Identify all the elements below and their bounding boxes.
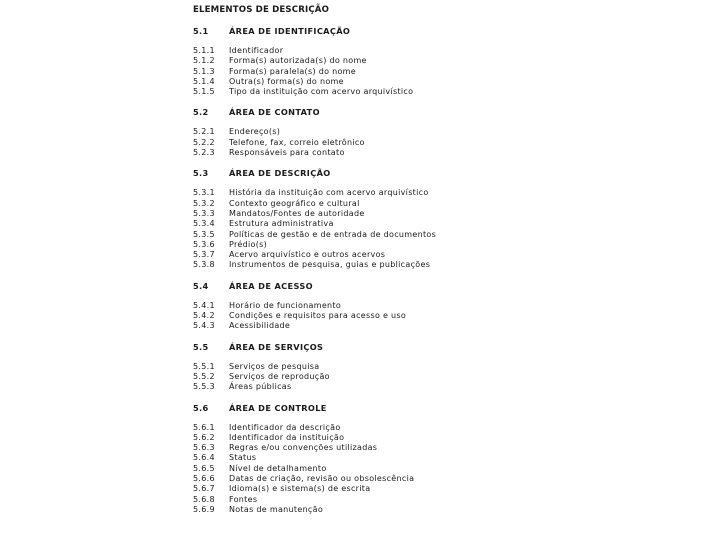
list-item <box>193 138 493 148</box>
item-label: Identificador <box>229 46 284 55</box>
item-number: 5.3.2 <box>193 198 215 208</box>
item-number: 5.6.6 <box>193 474 215 484</box>
item-number: 5.6.4 <box>193 453 215 463</box>
list-item <box>193 56 493 66</box>
item-label: Serviços de pesquisa <box>229 361 320 371</box>
item-number: 5.2.3 <box>193 148 215 158</box>
list-item <box>193 188 493 198</box>
section-number: 5.1 <box>193 26 209 36</box>
item-number: 5.3.5 <box>193 229 215 239</box>
list-item <box>193 443 493 453</box>
section-number: 5.6 <box>193 402 209 413</box>
item-label: Outra(s) forma(s) do nome <box>229 76 344 86</box>
list-item <box>193 230 493 240</box>
item-label: Serviços de reprodução <box>229 371 330 381</box>
item-label: Regras e/ou convenções utilizadas <box>229 443 378 453</box>
item-number: 5.6.9 <box>193 504 215 514</box>
list-item <box>193 362 493 372</box>
list-item <box>193 495 493 505</box>
list-item <box>193 321 493 331</box>
section-number: 5.5 <box>193 341 209 352</box>
list-item <box>193 484 493 494</box>
section-heading <box>193 403 493 413</box>
list-item <box>193 372 493 382</box>
item-label: Contexto geográfico e cultural <box>229 198 360 208</box>
item-label: Responsáveis para contato <box>229 148 345 158</box>
section <box>193 26 493 97</box>
list-item <box>193 46 493 56</box>
item-number: 5.2.2 <box>193 137 215 147</box>
item-label: Tipo da instituição com acervo arquivístico <box>229 87 414 97</box>
list-item <box>193 464 493 474</box>
item-number: 5.1.2 <box>193 56 215 66</box>
item-label: Telefone, fax, correio eletrônico <box>229 137 365 147</box>
item-number: 5.3.8 <box>193 260 215 270</box>
section-heading <box>193 281 493 291</box>
item-number: 5.4.1 <box>193 300 215 310</box>
item-label: Acessibilidade <box>229 321 291 331</box>
item-number: 5.4.3 <box>193 321 215 331</box>
item-label: Instrumentos de pesquisa, guias e publicações <box>229 260 431 270</box>
item-number: 5.6.8 <box>193 494 215 504</box>
item-label: Forma(s) autorizada(s) do nome <box>229 56 367 66</box>
section-title: ÁREA DE SERVIÇOS <box>229 341 324 352</box>
item-label: Notas de manutenção <box>229 504 324 514</box>
list-item <box>193 199 493 209</box>
item-number: 5.5.3 <box>193 382 215 392</box>
list-item <box>193 301 493 311</box>
item-label: Nível de detalhamento <box>229 463 327 473</box>
item-label: Identificador da instituição <box>229 432 345 442</box>
list-item <box>193 433 493 443</box>
section-heading <box>193 107 493 117</box>
item-number: 5.4.2 <box>193 311 215 321</box>
list-item <box>193 260 493 270</box>
item-number: 5.3.3 <box>193 208 215 218</box>
item-number: 5.1.5 <box>193 87 215 97</box>
section-heading <box>193 168 493 178</box>
section <box>193 281 493 332</box>
item-number: 5.6.3 <box>193 443 215 453</box>
item-number: 5.1.1 <box>193 46 215 55</box>
item-number: 5.3.4 <box>193 219 215 229</box>
item-number: 5.6.7 <box>193 484 215 494</box>
list-item <box>193 87 493 97</box>
item-label: Acervo arquivístico e outros acervos <box>229 250 386 260</box>
item-label: Fontes <box>229 494 258 504</box>
section <box>193 168 493 270</box>
list-item <box>193 209 493 219</box>
section-title: ÁREA DE ACESSO <box>229 280 313 291</box>
item-number: 5.2.1 <box>193 127 215 137</box>
list-item <box>193 505 493 515</box>
section-title: ÁREA DE CONTATO <box>229 107 320 118</box>
list-item <box>193 127 493 137</box>
list-item <box>193 311 493 321</box>
list-item <box>193 453 493 463</box>
item-label: Status <box>229 453 257 463</box>
item-number: 5.6.2 <box>193 432 215 442</box>
item-number: 5.5.2 <box>193 371 215 381</box>
list-item <box>193 382 493 392</box>
item-number: 5.3.7 <box>193 250 215 260</box>
list-item <box>193 67 493 77</box>
section-title: ÁREA DE DESCRIÇÃO <box>229 168 331 179</box>
item-number: 5.1.3 <box>193 66 215 76</box>
item-label: Forma(s) paralela(s) do nome <box>229 66 356 76</box>
document-title: ELEMENTOS DE DESCRIÇÃO <box>193 5 330 15</box>
item-label: Condições e requisitos para acesso e uso <box>229 311 407 321</box>
section-title: ÁREA DE IDENTIFICAÇÃO <box>229 26 351 36</box>
section-heading <box>193 26 493 36</box>
section-title: ÁREA DE CONTROLE <box>229 402 327 413</box>
section-number: 5.3 <box>193 168 209 179</box>
list-item <box>193 423 493 433</box>
item-label: Políticas de gestão e de entrada de documentos <box>229 229 437 239</box>
list-item <box>193 250 493 260</box>
section-number: 5.2 <box>193 107 209 118</box>
item-number: 5.3.1 <box>193 188 215 198</box>
item-label: Prédio(s) <box>229 239 268 249</box>
item-number: 5.5.1 <box>193 361 215 371</box>
list-item <box>193 474 493 484</box>
item-label: Mandatos/Fontes de autoridade <box>229 208 365 218</box>
item-label: Identificador da descrição <box>229 422 341 432</box>
item-label: Endereço(s) <box>229 127 281 137</box>
section <box>193 403 493 516</box>
list-item <box>193 148 493 158</box>
section-list <box>193 26 493 515</box>
item-label: Estrutura administrativa <box>229 219 334 229</box>
item-number: 5.6.5 <box>193 463 215 473</box>
section-number: 5.4 <box>193 280 209 291</box>
item-label: Áreas públicas <box>229 382 292 392</box>
document-outline <box>193 5 493 515</box>
section <box>193 342 493 393</box>
section-heading <box>193 342 493 352</box>
item-label: História da instituição com acervo arquivístico <box>229 188 429 198</box>
item-number: 5.3.6 <box>193 239 215 249</box>
list-item <box>193 240 493 250</box>
list-item <box>193 77 493 87</box>
list-item <box>193 219 493 229</box>
item-label: Datas de criação, revisão ou obsolescência <box>229 474 415 484</box>
section <box>193 107 493 158</box>
item-number: 5.6.1 <box>193 422 215 432</box>
item-label: Horário de funcionamento <box>229 300 342 310</box>
item-number: 5.1.4 <box>193 76 215 86</box>
item-label: Idioma(s) e sistema(s) de escrita <box>229 484 371 494</box>
